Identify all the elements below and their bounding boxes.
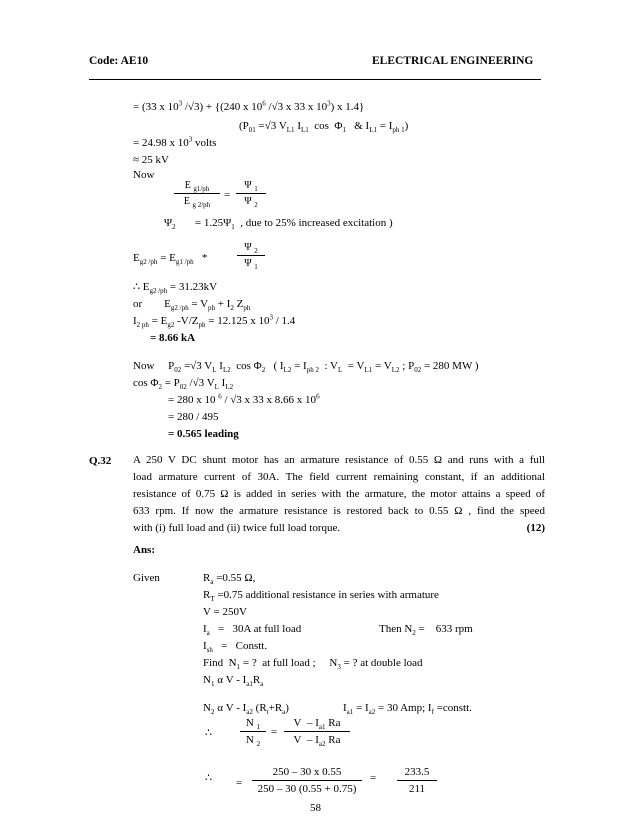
equals-sign-2: = [271,726,278,738]
question-line-3: resistance of 0.75 Ω is added in series with the armature, the motor attains a speed of [133,488,545,500]
given-currents: $I_{a1} = I_{a2} = 30$ Amp; $I_f$ =constt. [343,702,472,717]
given-ish: $I_{sh}$ = Constt. [203,640,268,655]
given-ra: $R_a =0.55$ Ω, [203,572,256,587]
document-subject: ELECTRICAL ENGINEERING [372,55,534,67]
flux-ratio-fraction: Ψ $_1$ Ψ $_2$ [236,180,266,207]
flux-ratio-fraction-2: Ψ $_2$ Ψ $_1$ [237,242,265,269]
fraction-numerator: 250 – 30 x 0.55 [272,766,342,778]
equation-line-15: = 280 / 495 [168,411,219,423]
equation-line-10: $I_{2 ph} = E_{g2}$ $-V/Z_{ph} = 12.125$ x $10^3 / 1.4$ [133,313,296,330]
given-rt: $R_T =0.75$ additional resistance in series with armature [203,589,439,604]
equation-line-11: = 8.66 kA [150,332,196,344]
given-ia: $I_a = 30A$ at full load [203,623,302,638]
given-find: Find $N_1$ = ? at full load ; $N_3$ = ? at double load [203,657,423,672]
given-v: V = 250V [203,606,247,618]
equation-line-3: = 24.98 x $10^3$ volts [133,135,217,149]
question-line-1: A 250 V DC shunt motor has an armature resistance of 0.55 Ω and runs with a full [133,454,545,466]
speed-ratio-fraction: N $_1$ N $_2$ [240,717,266,746]
equation-line-5: Now [133,169,155,181]
given-n2-relation: $N_2$ α V - $I_{a2}$ $(R_t+R_a)$ [203,702,289,717]
equation-line-6: $\Psi_2$ = $1.25\Psi_1$ , due to 25% increased excitation ) [164,217,393,232]
header-rule [89,79,541,80]
equation-line-12: Now $P_{02} =√3$ $V_L$ $I_{L2}$ $\cos \Phi_2$ ( $I_{L2} = I_{ph 2}$ : $V_L = V_{L1} = V_{L2}$ ; $P_{02} = 280$ MW ) [133,360,479,375]
emf-ratio-fraction: E $_{g1/ph}$ E $_{g 2/ph}$ [174,180,220,207]
answer-label: Ans: [133,544,156,556]
question-line-2: load armature current of 30A. The field current remaining constant, if an additional [133,471,545,483]
therefore-symbol-2: ∴ [205,772,212,784]
equation-line-1: = (33 x $10^3$ /√3) + {(240 x $10^6$ /√3 x 33 x $10^3$) x 1.4} [133,99,365,113]
equation-line-8: ∴ $E_{g2 /ph} = 31.23kV$ [133,281,218,296]
equals-sign: = [224,189,231,201]
equals-sign-3: = [236,777,243,789]
equation-line-14: = 280 x 10 $^6$ / √3 x 33 x 8.66 x $10^6$ [168,392,320,406]
question-marks: (12) [526,522,545,534]
equals-sign-4: = [370,772,377,784]
result-denominator: 211 [408,783,426,795]
document-code: Code: AE10 [89,55,149,67]
equation-line-2: ($P_{01} =√3$ $V_{L1}$ $I_{L1}$ $\cos \Phi_1$ & $I_{L1} = I_{ph 1}$) [239,120,409,135]
question-number: Q.32 [89,455,112,467]
numeric-fraction [252,766,362,795]
question-line-4: 633 rpm. If now the armature resistance is restored back to 0.55 Ω , find the speed [133,505,545,517]
equation-line-4: ≈ 25 kV [133,154,169,166]
given-n1-relation: $N_1$ α V - $I_{a1}R_a$ [203,674,264,689]
voltage-ratio-fraction: V – $I_{a1}$ Ra V – $I_{a2}$ Ra [284,717,350,746]
equation-line-13: $\cos \Phi_2 = P_{02}$ /√3 $V_L$ $I_{L2}$ [133,377,234,392]
equation-line-9: or $E_{g2 /ph} = V_{ph} + I_2$ $Z_{ph}$ [133,298,251,313]
fraction-denominator: 250 – 30 (0.55 + 0.75) [257,783,357,795]
page-number: 58 [310,802,321,814]
given-label: Given [133,572,160,584]
equation-line-7: $E_{g2 /ph} = E_{g1 /ph}$ * [133,252,208,267]
given-n2: Then $N_2$ = 633 rpm [379,623,473,638]
equation-line-16: = 0.565 leading [168,428,239,440]
therefore-symbol-1: ∴ [205,727,212,739]
result-numerator: 233.5 [404,766,430,778]
result-fraction [397,766,437,795]
question-line-5: with (i) full load and (ii) twice full load torque. [133,522,341,534]
question-text [133,452,545,537]
